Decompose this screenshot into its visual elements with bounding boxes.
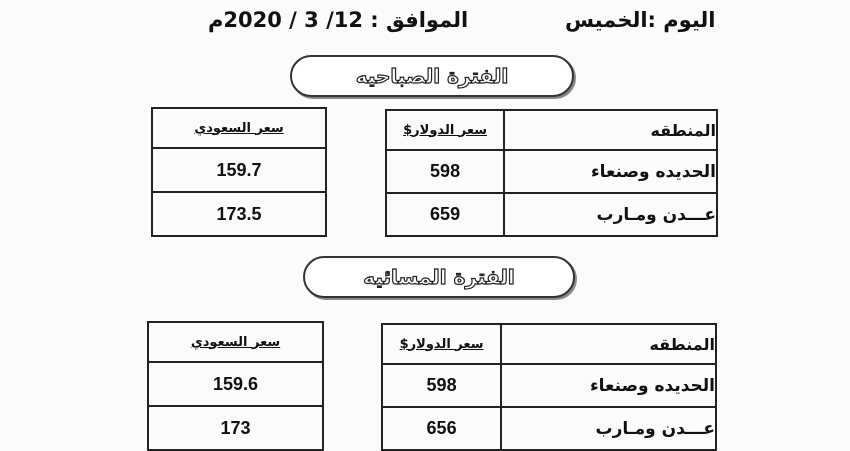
morning-sar-1: 159.7	[152, 148, 326, 192]
morning-sar-2: 173.5	[152, 192, 326, 236]
morning-sar-table	[151, 107, 327, 237]
evening-usd-2: 656	[382, 407, 501, 450]
table-row	[382, 407, 716, 450]
evening-usd-table	[381, 323, 717, 451]
table-row	[382, 364, 716, 407]
evening-region-1: الحديده وصنعاء	[501, 364, 716, 407]
evening-period-title	[303, 256, 575, 298]
morning-usd-2: 659	[386, 193, 504, 236]
table-row	[386, 193, 717, 236]
evening-region-2: عـــدن ومـارب	[501, 407, 716, 450]
evening-region-header: المنطقه	[501, 324, 716, 364]
evening-usd-1: 598	[382, 364, 501, 407]
table-row	[152, 192, 326, 236]
morning-period-label: الفترة الصباحيه	[355, 64, 509, 88]
date-label: الموافق : 12/ 3 / 2020م	[208, 8, 469, 32]
table-row	[148, 362, 323, 406]
evening-usd-header: سعر الدولار$	[382, 324, 501, 364]
morning-usd-table	[385, 109, 718, 237]
morning-usd-1: 598	[386, 150, 504, 193]
evening-sar-table	[147, 321, 324, 451]
morning-region-header: المنطقه	[504, 110, 717, 150]
evening-period-label: الفترة المسائيه	[363, 265, 515, 289]
morning-sar-header: سعر السعودي	[152, 108, 326, 148]
morning-usd-header: سعر الدولار$	[386, 110, 504, 150]
evening-sar-2: 173	[148, 406, 323, 450]
table-row	[152, 148, 326, 192]
evening-sar-header: سعر السعودي	[148, 322, 323, 362]
morning-region-1: الحديده وصنعاء	[504, 150, 717, 193]
morning-region-2: عـــدن ومـارب	[504, 193, 717, 236]
evening-sar-1: 159.6	[148, 362, 323, 406]
day-label: اليوم :الخميس	[565, 8, 716, 32]
table-row	[386, 150, 717, 193]
table-row	[148, 406, 323, 450]
morning-period-title	[290, 55, 574, 97]
